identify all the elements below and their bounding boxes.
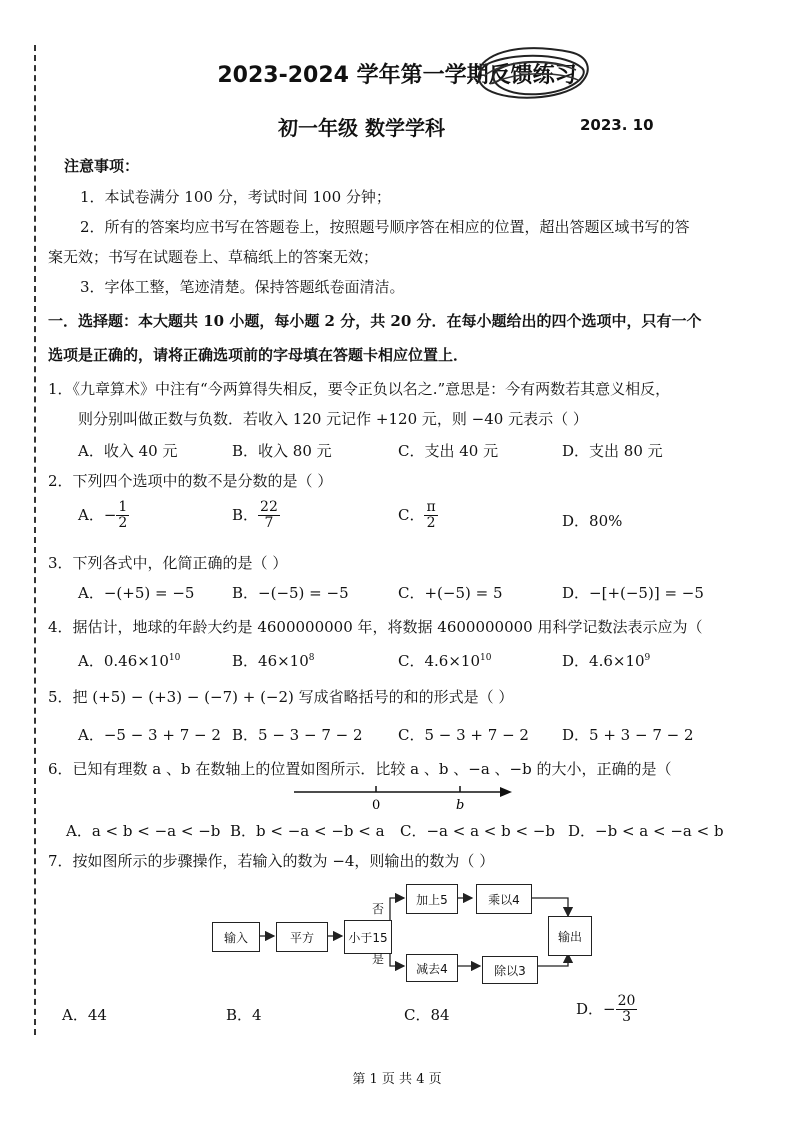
q4-option-b <box>232 650 315 671</box>
q4-option-a <box>78 650 180 671</box>
flow-square-box: 平方 <box>276 922 328 952</box>
notice-item-1: 1．本试卷满分 100 分，考试时间 100 分钟； <box>80 188 391 206</box>
flow-divide-3-box: 除以3 <box>482 956 538 984</box>
q2-option-a-numerator: 1 <box>118 499 128 515</box>
q5-stem: 5．把 (+5) − (+3) − (−7) + (−2) 写成省略括号的和的形式是（ ） <box>48 688 514 706</box>
q7-option-b: B．4 <box>226 1006 262 1024</box>
q1-option-b: B．收入 80 元 <box>232 442 332 460</box>
q7-option-d <box>576 994 637 1026</box>
flow-label-yes: 是 <box>372 952 385 966</box>
q2-option-c-prefix: C． <box>398 505 425 524</box>
q4-option-d-base: D．4.6×10 <box>562 652 645 670</box>
q7-option-d-fraction <box>616 994 638 1026</box>
q4-option-c-exponent: 10 <box>480 653 492 663</box>
q4-option-b-base: B．46×10 <box>232 652 309 670</box>
q6-number-line <box>290 782 520 814</box>
flow-multiply-4-box: 乘以4 <box>476 884 532 914</box>
q2-option-c-fraction <box>424 500 437 532</box>
q2-option-b <box>232 500 280 532</box>
q2-option-c <box>398 500 438 532</box>
q1-stem-line-2: 则分别叫做正数与负数．若收入 120 元记作 +120 元，则 −40 元表示（ ） <box>78 410 588 428</box>
q7-option-c: C．84 <box>404 1006 450 1024</box>
q7-option-a: A．44 <box>62 1006 107 1024</box>
q3-option-b: B．−(−5) = −5 <box>232 584 349 602</box>
q5-option-b: B．5 − 3 − 7 − 2 <box>232 726 363 744</box>
q6-option-c: C．−a < a < b < −b <box>400 822 556 840</box>
q2-option-b-fraction <box>258 500 280 532</box>
q7-flow-connectors <box>200 870 600 1000</box>
q2-option-b-denominator: 7 <box>264 515 274 532</box>
q3-stem: 3．下列各式中，化简正确的是（ ） <box>48 554 288 572</box>
handwritten-scribble <box>470 40 600 106</box>
q4-option-a-base: A．0.46×10 <box>78 652 169 670</box>
q4-option-c <box>398 650 491 671</box>
q4-option-b-exponent: 8 <box>308 653 315 663</box>
binding-dashed-line <box>34 45 36 1035</box>
q2-option-a-denominator: 2 <box>118 515 128 532</box>
page-title: 2023-2024 学年第一学期反馈练习 <box>217 63 577 88</box>
q7-option-d-prefix: D．− <box>576 999 616 1018</box>
q3-option-a: A．−(+5) = −5 <box>78 584 195 602</box>
flow-label-no: 否 <box>372 902 385 916</box>
section-1-heading-line-1: 一．选择题：本大题共 10 小题，每小题 2 分，共 20 分．在每小题给出的四个选项中，只有一个 <box>48 312 702 330</box>
q1-option-d: D．支出 80 元 <box>562 442 663 460</box>
notice-item-3: 3．字体工整，笔迹清楚。保持答题纸卷面清洁。 <box>80 278 405 296</box>
number-line-arrow-icon <box>500 787 512 797</box>
q6-option-a: A．a < b < −a < −b <box>66 822 221 840</box>
q2-option-b-prefix: B． <box>232 505 259 524</box>
q3-option-c: C．+(−5) = 5 <box>398 584 503 602</box>
q7-stem: 7．按如图所示的步骤操作，若输入的数为 −4，则输出的数为（ ） <box>48 852 495 870</box>
exam-date: 2023. 10 <box>580 116 654 134</box>
q2-option-b-numerator: 22 <box>260 499 278 515</box>
q5-option-c: C．5 − 3 + 7 − 2 <box>398 726 529 744</box>
flow-subtract-4-box: 减去4 <box>406 954 458 982</box>
q4-stem: 4．据估计，地球的年龄大约是 4600000000 年，将数据 4600000000 用科学记数法表示应为（ <box>48 618 703 636</box>
q6-option-d: D．−b < a < −a < b <box>568 822 724 840</box>
number-line-label-b: b <box>456 798 465 813</box>
q5-option-d: D．5 + 3 − 7 − 2 <box>562 726 694 744</box>
q4-option-d-exponent: 9 <box>644 653 651 663</box>
section-1-heading-line-2: 选项是正确的，请将正确选项前的字母填在答题卡相应位置上． <box>48 346 469 364</box>
q2-option-c-numerator: π <box>426 499 436 515</box>
q1-option-c: C．支出 40 元 <box>398 442 499 460</box>
notice-item-2-line-2: 案无效；书写在试题卷上、草稿纸上的答案无效； <box>48 248 379 266</box>
page-subtitle: 初一年级 数学学科 <box>278 116 445 140</box>
q7-option-d-denominator: 3 <box>622 1009 631 1026</box>
notice-heading: 注意事项： <box>64 157 140 175</box>
q4-option-d <box>562 650 650 671</box>
q2-option-c-denominator: 2 <box>426 515 436 532</box>
q1-stem-line-1: 1．《九章算术》中注有“今两算得失相反，要令正负以名之.”意思是：今有两数若其意义相反， <box>48 380 671 398</box>
q5-option-a: A．−5 − 3 + 7 − 2 <box>78 726 221 744</box>
q6-option-b: B．b < −a < −b < a <box>230 822 385 840</box>
q6-stem: 6．已知有理数 a 、b 在数轴上的位置如图所示．比较 a 、b 、−a 、−b 的大小，正确的是（ <box>48 760 672 778</box>
q2-option-a-prefix: A．− <box>78 505 117 524</box>
q2-option-a <box>78 500 129 532</box>
page-footer: 第 1 页 共 4 页 <box>352 1072 442 1087</box>
flow-add-5-box: 加上5 <box>406 884 458 914</box>
q7-option-d-numerator: 20 <box>617 993 636 1009</box>
flow-less-than-15-box: 小于15 <box>344 920 392 954</box>
q4-option-c-base: C．4.6×10 <box>398 652 480 670</box>
q2-stem: 2．下列四个选项中的数不是分数的是（ ） <box>48 472 333 490</box>
notice-item-2-line-1: 2．所有的答案均应书写在答题卷上，按照题号顺序答在相应的位置，超出答题区域书写的答 <box>80 218 690 236</box>
q4-option-a-exponent: 10 <box>168 653 181 663</box>
q3-option-d: D．−[+(−5)] = −5 <box>562 584 704 602</box>
number-line-label-zero: 0 <box>372 798 381 813</box>
flow-output-box: 输出 <box>548 916 592 956</box>
q1-option-a: A．收入 40 元 <box>78 442 178 460</box>
q2-option-d: D．80% <box>562 512 623 530</box>
flow-input-box: 输入 <box>212 922 260 952</box>
q2-option-a-fraction <box>116 500 129 532</box>
